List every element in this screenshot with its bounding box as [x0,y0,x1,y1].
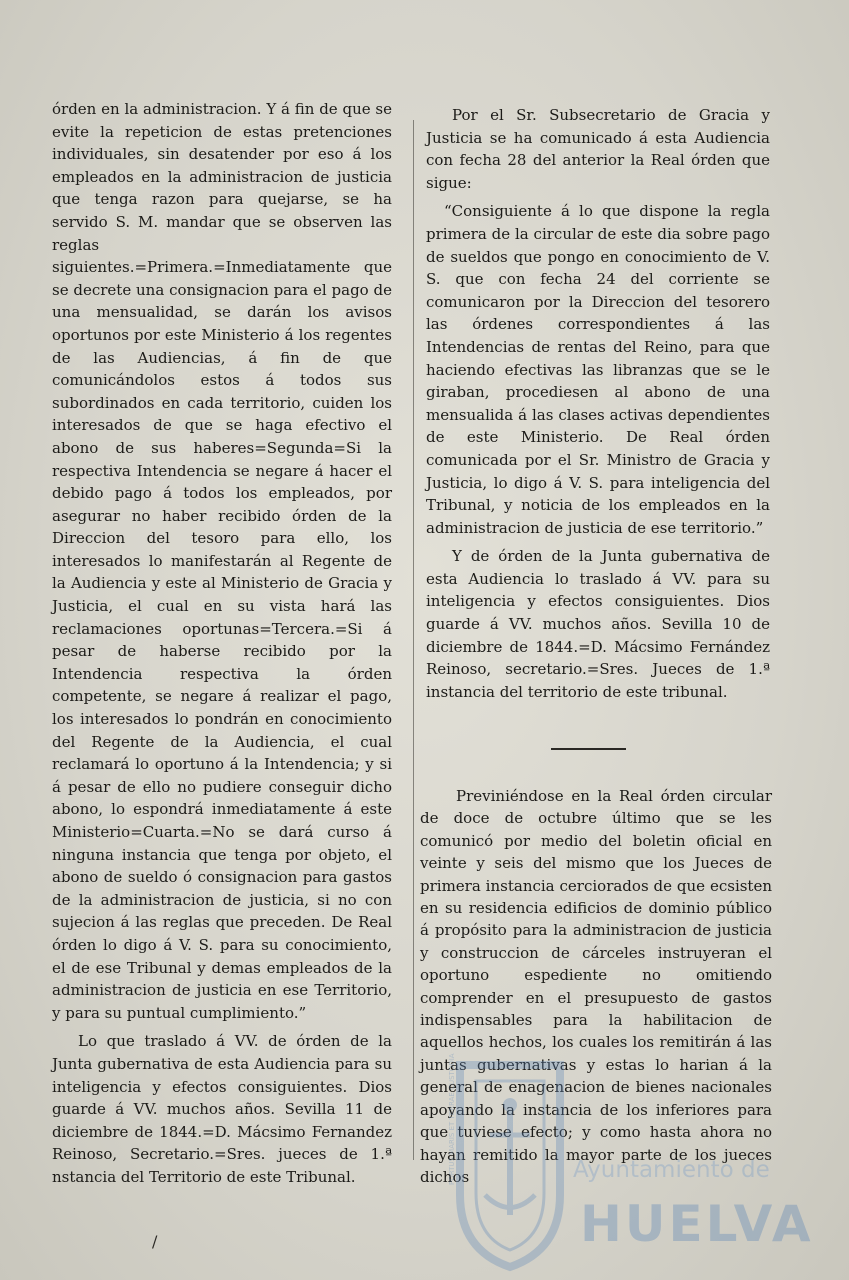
right-paragraph-1: Por el Sr. Subsecretario de Gracia y Justicia se ha comunicado á esta Audiencia con fecha 28 del anterior la Real órden que sigue: [426,106,770,192]
column-divider [413,120,414,1160]
left-paragraph-1: órden en la administracion. Y á fin de que se evite la repeticion de estas pretenciones individuales, sin desatender por eso á los empleados en la administracion de justicia que tenga razon para quejarse, se ha servido S. M. mandar que se observen las reglas siguientes.=Primera.=Inmediatamente que se decrete una consignacion para el pago de una mensualidad, se darán los avisos oportunos por este Ministerio á los regentes de las Audiencias, á fin de que comunicándolos estos á todos sus subordinados en cada territorio, cuiden los interesados de que se haga efectivo el abono de sus haberes=Segunda=Si la respectiva Intendencia se negare á hacer el debido pago á todos los empleados, por asegurar no haber recibido órden de la Direccion del tesoro para ello, los interesados lo manifestarán al Regente de la Audiencia y este al Ministerio de Gracia y Justicia, el cual en su vista hará las reclamaciones oportunas=Tercera.=Si á pesar de haberse recibido por la Intendencia respectiva la órden competente, se negare á realizar el pago, los interesados lo pondrán en conocimiento del Regente de la Audiencia, el cual reclamará lo oportuno á la Intendencia; y si á pesar de ello no pudiere conseguir dicho abono, lo espondrá inmediatamente á este Ministerio=Cuarta.=No se dará curso á ninguna instancia que tenga por objeto, el abono de sueldo ó consignacion para gastos de la administracion de justicia, si no con sujecion á las reglas que preceden. De Real órden lo digo á V. S. para su conocimiento, el de ese Tribunal y demas empleados de la administracion de justicia en ese Territorio, y para su puntual cumplimiento.” [52,100,392,1022]
right-section-2-text: Previniéndose en la Real órden circular de doce de octubre último que se les comunicó por medio del boletin oficial en veinte y seis del mismo que los Jueces de primera instancia cerciorados de que ecsisten en su residencia edificios de dominio público á propósito para la administracion de justicia y construccion de cárceles instruyeran el oportuno espediente no omitiendo comprender en el presupuesto de gastos indispensables para la habilitacion de aquellos hechos, los cuales los remitirán á las juntas gubernativas y estas lo harian á la general de enagenacion de bienes nacionales apoyando la instancia de los inferiores para que tuviese efecto; y como hasta ahora no hayan remitido la mayor parte de los jueces dichos [420,787,772,1186]
section-separator [551,748,626,750]
left-paragraph-2: Lo que traslado á VV. de órden de la Junta gubernativa de esta Audiencia para su inteligencia y efectos consiguientes. Dios guarde á VV. muchos años. Sevilla 11 de diciembre de 1844.=D. Mácsimo Fernandez Reinoso, Secretario.=Sres. jueces de 1.ª nstancia del Territorio de este Tribunal. [52,1032,392,1186]
city-seal-icon [440,1045,580,1275]
page-mark: / [152,1232,158,1251]
watermark-line1: Ayuntamiento de [573,1157,770,1183]
right-paragraph-quote: “Consiguiente á lo que dispone la regla primera de la circular de este dia sobre pago de sueldos que pongo en conocimiento de V. S. que con fecha 24 del corriente se comunicaron por la Direccion del tesorero las órdenes correspondientes á las Intendencias de rentas del Reino, para que haciendo efectivas las libranzas que se le giraban, procediesen al abono de una mensualida á las clases activas dependientes de este Ministerio. De Real órden comunicada por el Sr. Ministro de Gracia y Justicia, lo digo á V. S. para inteligencia del Tribunal, y noticia de los empleados en la administracion de justicia de ese territorio.” [426,202,770,537]
watermark [440,1045,814,1275]
left-column [52,98,392,1189]
seal-text: PORTUS MARIS ET TERRAE CUSTODIA [448,1053,456,1185]
watermark-line2: HUELVA [580,1195,814,1253]
right-column [426,104,770,703]
right-paragraph-3: Y de órden de la Junta gubernativa de esta Audiencia lo traslado á VV. para su inteligencia y efectos consiguientes. Dios guarde á VV. muchos años. Sevilla 10 de diciembre de 1844.=D. Mácsimo Fernández Reinoso, secretario.=Sres. Jueces de 1.ª instancia del territorio de este tribunal. [426,547,770,701]
